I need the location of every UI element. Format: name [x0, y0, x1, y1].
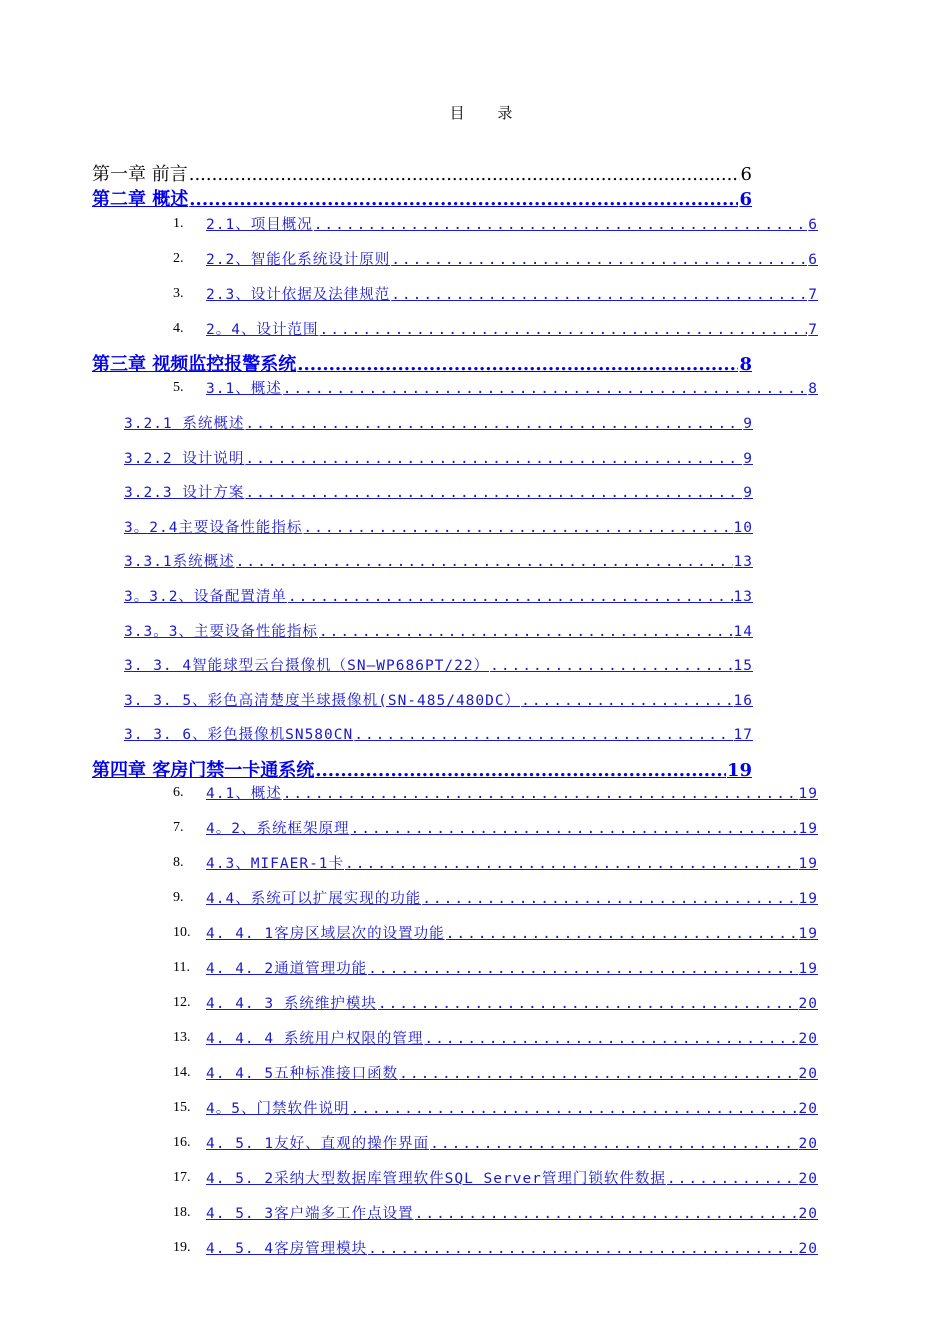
toc-entry-link[interactable]	[206, 817, 818, 839]
toc-list-number: 9.	[173, 890, 184, 905]
toc-entry-text: 4. 5. 3客户端多工作点设置	[206, 1206, 414, 1222]
toc-leader-dots	[521, 693, 732, 709]
toc-entry-link[interactable]	[206, 1237, 818, 1259]
toc-list-number: 2.	[173, 251, 184, 266]
toc-page-number: 20	[798, 1206, 818, 1222]
toc-list-number: 7.	[173, 820, 184, 835]
toc-leader-dots	[319, 624, 733, 640]
toc-leader-dots	[424, 1031, 797, 1047]
toc-entry-text: 3.2.1 系统概述	[124, 416, 245, 432]
toc-page-number: 20	[798, 1101, 818, 1117]
toc-leader-dots	[245, 416, 742, 432]
toc-leader-dots	[399, 1066, 797, 1082]
toc-list-number: 17.	[173, 1170, 191, 1185]
toc-list-number: 12.	[173, 995, 191, 1010]
toc-leader-dots	[283, 786, 798, 802]
toc-entry-text: 2.3、设计依据及法律规范	[206, 287, 391, 303]
toc-entry-link[interactable]	[206, 782, 818, 804]
toc-entry-link[interactable]	[124, 585, 753, 607]
toc-entry-link[interactable]	[206, 957, 818, 979]
toc-page-number: 9	[743, 451, 753, 467]
toc-page-number: 9	[743, 485, 753, 501]
toc-entry-link[interactable]	[124, 447, 753, 469]
toc-leader-dots	[189, 164, 740, 184]
toc-entry-text: 3。2.4主要设备性能指标	[124, 520, 303, 536]
toc-list-number: 10.	[173, 925, 191, 940]
toc-entry-link[interactable]	[206, 1202, 818, 1224]
toc-entry-link[interactable]	[206, 377, 818, 399]
toc-list-number: 1.	[173, 216, 184, 231]
toc-entry-link[interactable]	[206, 1062, 818, 1084]
toc-entry-text: 2.1、项目概况	[206, 217, 313, 233]
toc-chapter-3[interactable]	[92, 350, 752, 374]
toc-page-number: 20	[798, 1136, 818, 1152]
toc-list-number: 6.	[173, 785, 184, 800]
toc-list-number: 11.	[173, 960, 190, 975]
toc-entry-link[interactable]	[206, 1097, 818, 1119]
toc-entry-text: 4。5、门禁软件说明	[206, 1101, 350, 1117]
toc-leader-dots	[314, 217, 808, 233]
toc-entry-text: 4. 5. 1友好、直观的操作界面	[206, 1136, 430, 1152]
toc-page-number: 13	[733, 589, 753, 605]
toc-page-number: 13	[733, 554, 753, 570]
toc-entry-text: 第二章 概述	[92, 189, 189, 209]
toc-leader-dots	[368, 961, 797, 977]
toc-list-number: 18.	[173, 1205, 191, 1220]
toc-leader-dots	[303, 520, 732, 536]
toc-entry-text: 4。2、系统框架原理	[206, 821, 350, 837]
toc-leader-dots	[378, 996, 798, 1012]
toc-leader-dots	[350, 1101, 797, 1117]
toc-entry-text: 3.1、概述	[206, 381, 282, 397]
toc-leader-dots	[315, 760, 726, 780]
toc-entry-link[interactable]	[124, 412, 753, 434]
toc-entry-text: 2.2、智能化系统设计原则	[206, 252, 391, 268]
toc-list-number: 15.	[173, 1100, 191, 1115]
toc-leader-dots	[288, 589, 733, 605]
toc-entry-text: 3. 3. 4智能球型云台摄像机（SN—WP686PT/22）	[124, 658, 490, 674]
toc-page-number: 17	[733, 727, 753, 743]
toc-entry-link[interactable]	[124, 654, 753, 676]
toc-page-number: 20	[798, 1241, 818, 1257]
toc-entry-text: 3.2.2 设计说明	[124, 451, 245, 467]
toc-leader-dots	[415, 1206, 798, 1222]
toc-page-number: 20	[798, 1031, 818, 1047]
toc-list-number: 5.	[173, 380, 184, 395]
toc-entry-link[interactable]	[206, 992, 818, 1014]
toc-page-number: 7	[808, 322, 818, 338]
toc-list-number: 19.	[173, 1240, 191, 1255]
toc-list-number: 16.	[173, 1135, 191, 1150]
toc-entry-text: 2。4、设计范围	[206, 322, 319, 338]
toc-page-number: 14	[733, 624, 753, 640]
toc-entry-text: 4. 5. 2采纳大型数据库管理软件SQL Server管理门锁软件数据	[206, 1171, 666, 1187]
toc-leader-dots	[391, 287, 807, 303]
toc-entry-link[interactable]	[124, 516, 753, 538]
toc-entry-text: 第三章 视频监控报警系统	[92, 354, 297, 374]
toc-list-number: 14.	[173, 1065, 191, 1080]
toc-page-number: 6	[740, 164, 752, 184]
toc-entry-text: 4.4、系统可以扩展实现的功能	[206, 891, 422, 907]
toc-entry-link[interactable]	[206, 248, 818, 270]
toc-chapter-1[interactable]	[92, 160, 752, 184]
toc-list-number: 3.	[173, 286, 184, 301]
toc-leader-dots	[236, 554, 733, 570]
toc-chapter-4[interactable]	[92, 756, 752, 780]
toc-entry-link[interactable]	[124, 689, 753, 711]
toc-page-number: 7	[808, 287, 818, 303]
toc-leader-dots	[446, 926, 798, 942]
toc-entry-text: 4. 4. 3 系统维护模块	[206, 996, 377, 1012]
toc-page-number: 20	[798, 996, 818, 1012]
toc-leader-dots	[245, 485, 742, 501]
toc-leader-dots	[391, 252, 807, 268]
toc-entry-text: 第一章 前言	[92, 164, 188, 184]
toc-page-number: 19	[798, 856, 818, 872]
toc-leader-dots	[350, 821, 797, 837]
toc-entry-text: 3. 3. 6、彩色摄像机SN580CN	[124, 727, 354, 743]
toc-page-number: 20	[798, 1171, 818, 1187]
toc-list-number: 8.	[173, 855, 184, 870]
toc-page-number: 6	[739, 189, 752, 209]
toc-page-number: 19	[798, 786, 818, 802]
toc-entry-text: 3.3.1系统概述	[124, 554, 235, 570]
page-title: 目 录	[449, 104, 527, 122]
toc-leader-dots	[354, 727, 732, 743]
toc-page-number: 8	[739, 354, 752, 374]
toc-entry-link[interactable]	[206, 1167, 818, 1189]
toc-page-number: 9	[743, 416, 753, 432]
toc-page-number: 20	[798, 1066, 818, 1082]
toc-entry-text: 3.3。3、主要设备性能指标	[124, 624, 318, 640]
toc-page-number: 16	[733, 693, 753, 709]
toc-entry-link[interactable]	[206, 887, 818, 909]
toc-entry-text: 4. 4. 2通道管理功能	[206, 961, 368, 977]
toc-list-number: 13.	[173, 1030, 191, 1045]
toc-page-number: 8	[808, 381, 818, 397]
toc-entry-link[interactable]	[206, 283, 818, 305]
toc-entry-link[interactable]	[206, 852, 818, 874]
toc-entry-text: 3。3.2、设备配置清单	[124, 589, 287, 605]
toc-leader-dots	[319, 322, 807, 338]
toc-entry-link[interactable]	[124, 550, 753, 572]
toc-entry-link[interactable]	[206, 1027, 818, 1049]
toc-page-number: 19	[798, 821, 818, 837]
toc-entry-text: 4. 5. 4客房管理模块	[206, 1241, 368, 1257]
toc-leader-dots	[297, 354, 738, 374]
toc-entry-text: 4. 4. 5五种标准接口函数	[206, 1066, 399, 1082]
toc-page-number: 10	[733, 520, 753, 536]
toc-page-number: 19	[798, 891, 818, 907]
toc-entry-text: 3. 3. 5、彩色高清楚度半球摄像机(SN-485/480DC）	[124, 693, 521, 709]
toc-entry-link[interactable]	[206, 922, 818, 944]
toc-leader-dots	[245, 451, 742, 467]
toc-entry-text: 3.2.3 设计方案	[124, 485, 245, 501]
toc-leader-dots	[283, 381, 808, 397]
toc-entry-text: 4. 4. 4 系统用户权限的管理	[206, 1031, 424, 1047]
toc-page-number: 19	[798, 926, 818, 942]
toc-page-number: 19	[726, 760, 752, 780]
toc-entry-link[interactable]	[206, 213, 818, 235]
toc-page-number: 19	[798, 961, 818, 977]
toc-entry-link[interactable]	[124, 620, 753, 642]
toc-entry-link[interactable]	[124, 723, 753, 745]
toc-page-number: 15	[733, 658, 753, 674]
toc-leader-dots	[667, 1171, 798, 1187]
toc-leader-dots	[490, 658, 732, 674]
toc-entry-link[interactable]	[206, 318, 818, 340]
toc-entry-text: 4.3、MIFAER-1卡	[206, 856, 345, 872]
toc-entry-link[interactable]	[124, 481, 753, 503]
toc-leader-dots	[345, 856, 798, 872]
toc-entry-text: 4.1、概述	[206, 786, 282, 802]
toc-leader-dots	[430, 1136, 797, 1152]
toc-entry-link[interactable]	[206, 1132, 818, 1154]
toc-list-number: 4.	[173, 321, 184, 336]
toc-entry-text: 第四章 客房门禁一卡通系统	[92, 760, 315, 780]
toc-leader-dots	[422, 891, 797, 907]
toc-page-number: 6	[808, 252, 818, 268]
toc-page-number: 6	[808, 217, 818, 233]
toc-leader-dots	[189, 189, 738, 209]
toc-chapter-2[interactable]	[92, 185, 752, 209]
toc-entry-text: 4. 4. 1客房区域层次的设置功能	[206, 926, 445, 942]
toc-leader-dots	[368, 1241, 797, 1257]
